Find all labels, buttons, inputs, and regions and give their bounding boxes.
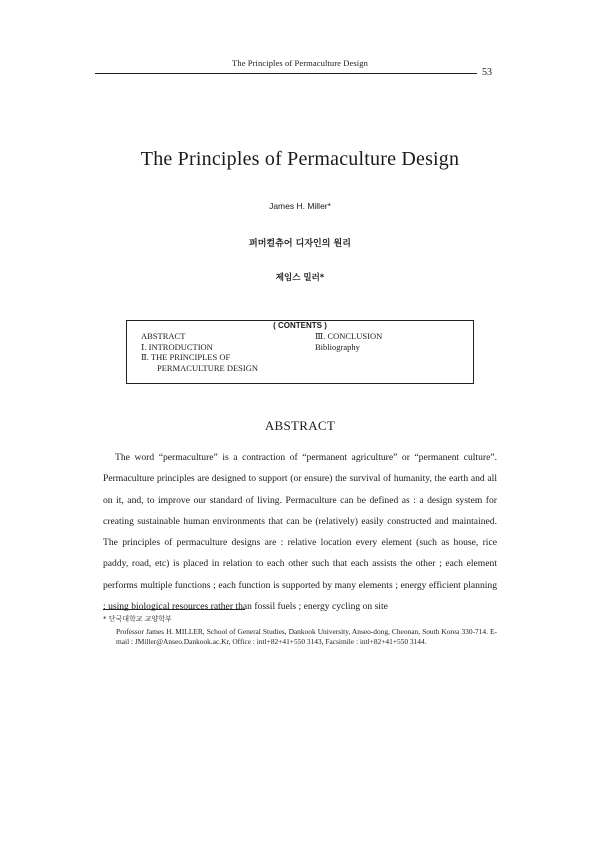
footnote-text: Professor James H. MILLER, School of General Studies, Dankook University, Anseo-dong, Cheonan, South Korea 330-714. E-mail : JMiller@Anseo.Dankook.ac.Kr, Office : intl+82+41+550 3143, Facsimile : intl+82+41+550 3144. — [116, 627, 497, 646]
toc-item-introduction: Ⅰ. INTRODUCTION — [141, 341, 213, 352]
abstract-heading: ABSTRACT — [264, 418, 336, 433]
footnote-rule — [103, 609, 245, 610]
abstract-paragraph: The word “permaculture” is a contraction of “permanent agriculture” or “permanent culture”. Permaculture principles are designed to support (or ensure) the survival of humanity, the earth and all on it, and, to improve our standard of living. Permaculture can be defined as : a design system for creating sustainable human environments that can be (relatively) easily constructed and maintained. The principles of permaculture designs are : relative location every element (such as house, rice paddy, road, etc) is placed in relation to each other such that each assists the other ; each element performs multiple functions ; each function is supported by many elements ; energy efficient planning ; using biological resources rather than fossil fuels ; energy cycling on site — [103, 452, 497, 613]
paper-title: The Principles of Permaculture Design — [140, 148, 460, 170]
page-number: 53 — [482, 67, 492, 78]
running-header: The Principles of Permaculture Design — [232, 58, 368, 68]
toc-item-conclusion: Ⅲ. CONCLUSION — [315, 331, 383, 341]
korean-author-name: 제임스 밀러* — [275, 273, 325, 283]
toc-item-abstract: ABSTRACT — [141, 331, 186, 341]
footnote-affiliation: * 단국대학교 교양학부 — [103, 615, 172, 623]
korean-title: 퍼머컬츄어 디자인의 원리 — [249, 239, 351, 249]
contents-right-column — [315, 331, 382, 352]
author-name: James H. Miller* — [269, 201, 331, 211]
contents-left-column — [141, 331, 258, 373]
toc-item-principles-continued: PERMACULTURE DESIGN — [157, 362, 258, 373]
header-rule — [95, 73, 477, 74]
toc-item-principles: Ⅱ. THE PRINCIPLES OF — [141, 352, 231, 362]
toc-item-bibliography: Bibliography — [315, 341, 360, 352]
contents-box — [126, 320, 474, 384]
contents-label: ( CONTENTS ) — [273, 321, 327, 330]
